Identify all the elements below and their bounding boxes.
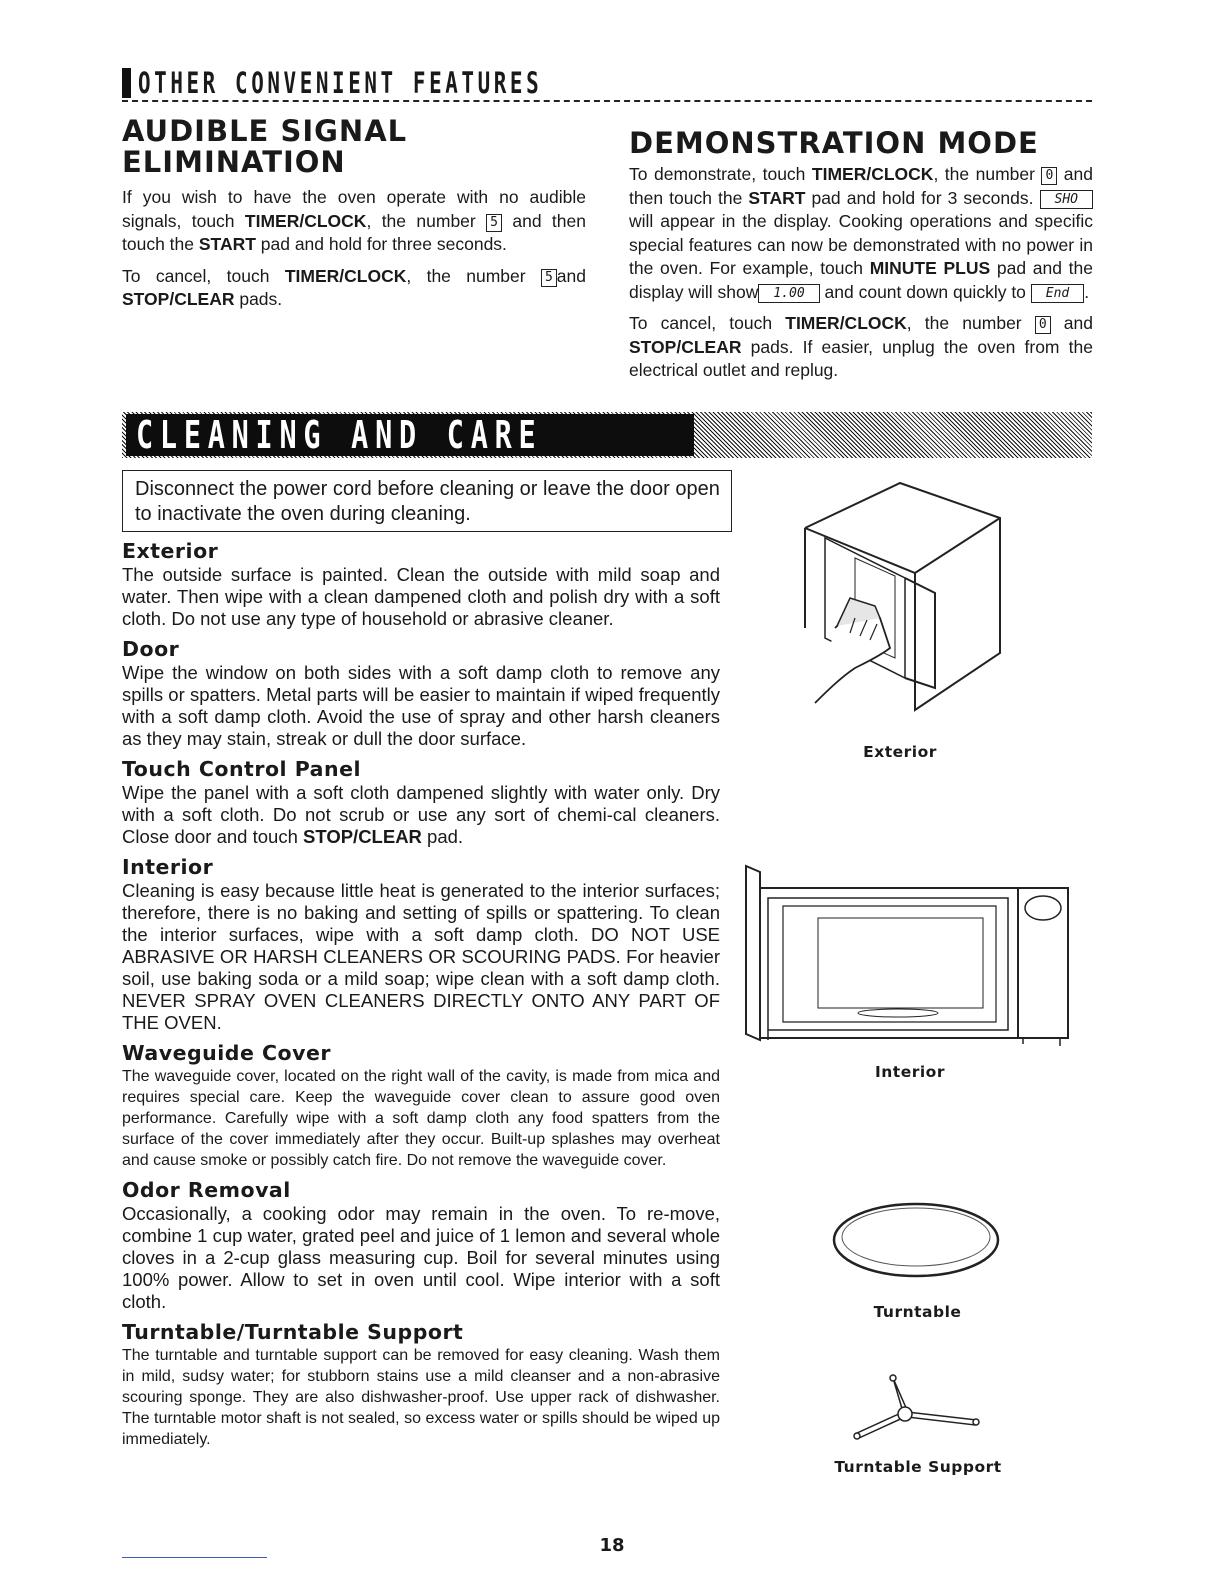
odor-removal-heading: Odor Removal — [122, 1178, 291, 1202]
demonstration-mode-heading: DEMONSTRATION MODE — [629, 126, 1039, 160]
touch-control-panel-text: Wipe the panel with a soft cloth dampened slightly with water only. Dry with a soft cloth. Do not scrub or use any sort of chemi-cal cleaners. Close door and touch STOP/CLEAR pad. — [122, 782, 720, 847]
waveguide-cover-text: The waveguide cover, located on the right wall of the cavity, is made from mica and requires special care. Keep the waveguide cover clean to assure good oven performance. Carefully wipe with a soft damp cloth any food spatters from the surface of the cover immediately after they occur. Built-up splashes may overheat and cause smoke or possibly catch fire. Do not remove the waveguide cover. — [122, 1068, 720, 1169]
interior-caption: Interior — [875, 1063, 945, 1081]
turntable-support-caption: Turntable Support — [834, 1458, 1002, 1476]
turntable-heading: Turntable/Turntable Support — [122, 1320, 464, 1344]
turntable-text: The turntable and turntable support can be removed for easy cleaning. Wash them in mild, sudsy water; for stubborn stains use a mild cleanser and a non-abrasive scouring sponge. They are also dishwasher-proof. Use upper rack of dishwasher. The turntable motor shaft is not sealed, so excess water or spills should be wiped up immediately. — [122, 1347, 720, 1448]
display-1-00: 1.00 — [758, 284, 819, 303]
odor-removal-text: Occasionally, a cooking odor may remain in the oven. To re-move, combine 1 cup water, grated peel and juice of 1 lemon and several whole cloves in a 2-cup glass measuring cup. Boil for several minutes using 100% power. Allow to set in oven until cool. Wipe interior with a soft cloth. — [122, 1203, 720, 1312]
turntable-caption: Turntable — [873, 1303, 962, 1321]
touch-control-panel-heading: Touch Control Panel — [122, 757, 362, 781]
door-heading: Door — [122, 637, 180, 661]
waveguide-cover-heading: Waveguide Cover — [122, 1041, 331, 1065]
care-instructions — [122, 538, 720, 1456]
display-sho: SHO — [1040, 190, 1093, 209]
key-5: 5 — [486, 214, 502, 232]
exterior-illustration — [795, 478, 1005, 726]
exterior-caption: Exterior — [863, 743, 937, 761]
audible-signal-heading: AUDIBLE SIGNAL ELIMINATION — [122, 114, 408, 179]
audible-signal-section — [122, 116, 586, 320]
interior-illustration — [738, 858, 1080, 1048]
key-5: 5 — [541, 269, 557, 287]
footnote-rule — [122, 1557, 267, 1558]
door-text: Wipe the window on both sides with a soft damp cloth to remove any spills or spatters. Metal parts will be easier to maintain if wiped frequently with a soft damp cloth. Avoid the use of spray and other harsh cleaners as they may stain, streak or dull the door surface. — [122, 662, 720, 749]
display-end: End — [1031, 284, 1084, 303]
key-0: 0 — [1035, 316, 1051, 334]
header-bar-mark — [122, 68, 131, 98]
cleaning-and-care-title: CLEANING AND CARE — [126, 414, 694, 456]
turntable-illustration — [830, 1200, 1002, 1280]
header-dashed-rule — [122, 100, 1092, 102]
exterior-heading: Exterior — [122, 539, 219, 563]
demo-paragraph-2: To cancel, touch TIMER/CLOCK, the number 0 and STOP/CLEAR pads. If easier, unplug the oven from the electrical outlet and replug. — [629, 313, 1094, 380]
audible-paragraph-1: If you wish to have the oven operate with no audible signals, touch TIMER/CLOCK, the number 5 and then touch the START pad and hold for three seconds. — [122, 187, 586, 254]
key-0: 0 — [1041, 167, 1057, 185]
exterior-text: The outside surface is painted. Clean the outside with mild soap and water. Then wipe with a clean dampened cloth and polish dry with a soft cloth. Do not use any type of household or abrasive cleaner. — [122, 564, 720, 629]
audible-paragraph-2: To cancel, touch TIMER/CLOCK, the number 5 and STOP/CLEAR pads. — [122, 265, 586, 309]
page-number: 18 — [599, 1535, 625, 1556]
interior-heading: Interior — [122, 855, 214, 879]
demo-paragraph-1: To demonstrate, touch TIMER/CLOCK, the number 0 and then touch the START pad and hold for 3 seconds. SHO will appear in the display. Cooking operations and specific special features can now be demonstrated with no power in the oven. For example, touch MINUTE PLUS pad and the display will show 1.00 and count down quickly to End . — [629, 164, 1093, 302]
interior-text: Cleaning is easy because little heat is generated to the interior surfaces; therefore, there is no baking and setting of spills or spattering. To clean the interior surfaces, wipe with a soft damp cloth. DO NOT USE ABRASIVE OR HARSH CLEANERS OR SCOURING PADS. For heavier soil, use baking soda or a mild soap; wipe clean with a soft damp cloth. NEVER SPRAY OVEN CLEANERS DIRECTLY ONTO ANY PART OF THE OVEN. — [122, 880, 720, 1033]
demonstration-mode-section — [629, 128, 1093, 391]
warning-box: Disconnect the power cord before cleaning or leave the door open to inactivate the oven during cleaning. — [122, 470, 732, 532]
section-header-title: OTHER CONVENIENT FEATURES — [138, 66, 543, 100]
turntable-support-illustration — [845, 1372, 985, 1444]
